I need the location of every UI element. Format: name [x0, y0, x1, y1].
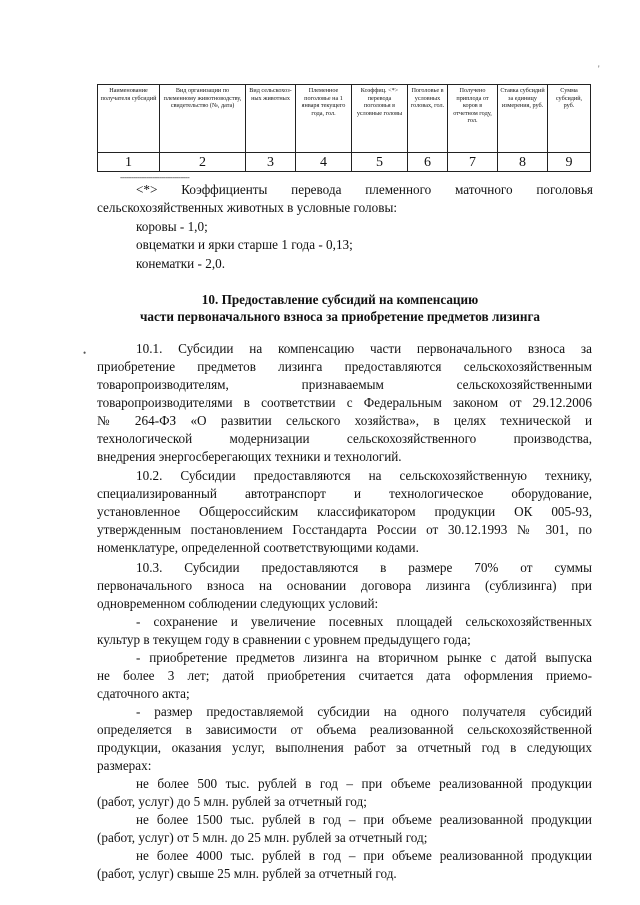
table-header-cell: Племенное поголовье на 1 января текущего года, гол.	[301, 87, 346, 117]
paragraph-line: (работ, услуг) от 5 млн. до 25 млн. рублей за отчетный год;	[97, 830, 428, 845]
table-number-cell: 9	[548, 152, 590, 173]
paragraph-line: одновременном соблюдении следующих условий:	[97, 596, 379, 611]
scan-tick-mark: '	[598, 64, 600, 74]
paragraph-line: утвержденным постановлением Госстандарта России от 30.12.1993 № 301, по	[97, 522, 592, 537]
footnote-line: сельскохозяйственных животных в условные головы:	[97, 200, 397, 215]
paragraph-line: определяется в зависимости от объема реализованной сельскохозяйственной	[97, 722, 592, 737]
table-column	[548, 85, 590, 171]
table-number-cell: 8	[498, 152, 547, 173]
table-header-cell: Коэффиц. <*> перевода поголовья в условные головы	[356, 87, 403, 117]
paragraph-line: - сохранение и увеличение посевных площадей сельскохозяйственных	[136, 614, 592, 629]
paragraph-line: 10.1. Субсидии на компенсацию части первоначального взноса за	[136, 341, 592, 356]
section-title: 10. Предоставление субсидий на компенсацию	[201, 292, 479, 307]
paragraph-line: внедрения энергосберегающих техники и технологий.	[97, 449, 402, 464]
footnote-item: конематки - 2,0.	[136, 256, 226, 271]
paragraph-line: специализированный автотранспорт и технологическое оборудование,	[97, 486, 592, 501]
paragraph-line: сдаточного акта;	[97, 686, 190, 701]
table-header-cell: Вид организации по племенному животноводству, свидетельство (№, дата)	[163, 87, 242, 110]
footnote-separator: --------------------------------	[120, 173, 190, 182]
table-column	[448, 85, 498, 171]
paragraph-line: продукции, оказания услуг, выполнения работ за отчетный год в следующих	[97, 740, 592, 755]
paragraph-line: не более 3 лет; датой приобретения считается дата оформления приемо-	[97, 668, 592, 683]
paragraph-line: размерах:	[97, 758, 152, 773]
footnote-item: овцематки и ярки старше 1 года - 0,13;	[136, 237, 353, 252]
table-header-cell: Поголовье в условных головах, гол.	[410, 87, 445, 110]
paragraph-line: не более 1500 тыс. рублей в год – при объеме реализованной продукции	[136, 812, 592, 827]
scan-dot-mark: •	[83, 348, 87, 358]
paragraph-line: культур в текущем году в сравнении с уровнем предыдущего года;	[97, 632, 471, 647]
paragraph-line: 10.3. Субсидии предоставляются в размере 70% от суммы	[136, 560, 592, 575]
table-number-cell: 6	[408, 152, 447, 173]
table-header-cell: Наименование получателя субсидий	[100, 87, 157, 102]
table-header-cell: Ставка субсидий за единицу измерения, руб.	[500, 87, 545, 110]
table-column	[246, 85, 296, 171]
paragraph-line: (работ, услуг) до 5 млн. рублей за отчетный год;	[97, 794, 367, 809]
table-header-cell: Вид сельскохоз-ных животных	[249, 87, 292, 102]
paragraph-line: приобретение предметов лизинга предоставляются сельскохозяйственным	[97, 359, 592, 374]
footnote-line: <*> Коэффициенты перевода племенного маточного поголовья	[136, 182, 593, 197]
table-column	[498, 85, 548, 171]
table-column	[160, 85, 246, 171]
table-number-cell: 5	[352, 152, 407, 173]
paragraph-line: первоначального взноса на основании договора лизинга (сублизинга) при	[97, 578, 592, 593]
table-header-cell: Сумма субсидий, руб.	[555, 87, 583, 110]
paragraph-line: - размер предоставляемой субсидии на одного получателя субсидий	[136, 704, 592, 719]
subsidy-table	[97, 84, 591, 172]
table-column	[296, 85, 352, 171]
table-column	[408, 85, 448, 171]
paragraph-line: не более 500 тыс. рублей в год – при объеме реализованной продукции	[136, 776, 592, 791]
paragraph-line: не более 4000 тыс. рублей в год – при объеме реализованной продукции	[136, 848, 592, 863]
table-column	[352, 85, 408, 171]
paragraph-line: технологической модернизации сельскохозяйственного производства,	[97, 431, 592, 446]
paragraph-line: - приобретение предметов лизинга на вторичном рынке с датой выпуска	[136, 650, 592, 665]
paragraph-line: установленное Общероссийским классификатором продукции ОК 005-93,	[97, 504, 592, 519]
table-header-cell: Получено приплода от коров в отчетном году, гол.	[453, 87, 492, 125]
table-number-cell: 2	[160, 152, 245, 173]
paragraph-line: товаропроизводителями в соответствии с Федеральным законом от 29.12.2006	[97, 395, 592, 410]
table-number-cell: 1	[98, 152, 159, 173]
table-number-cell: 4	[296, 152, 351, 173]
paragraph-line: (работ, услуг) свыше 25 млн. рублей за отчетный год.	[97, 866, 397, 881]
table-number-cell: 3	[246, 152, 295, 173]
paragraph-line: № 264-ФЗ «О развитии сельского хозяйства», в целях технической и	[97, 413, 592, 428]
paragraph-line: номенклатуре, определенной соответствующими кодами.	[97, 540, 419, 555]
table-number-cell: 7	[448, 152, 497, 173]
footnote-item: коровы - 1,0;	[136, 219, 208, 234]
paragraph-line: 10.2. Субсидии предоставляются на сельскохозяйственную технику,	[136, 468, 592, 483]
section-subtitle: части первоначального взноса за приобретение предметов лизинга	[139, 309, 541, 324]
table-column	[98, 85, 160, 171]
paragraph-line: товаропроизводителям, признаваемым сельскохозяйственными	[97, 377, 592, 392]
